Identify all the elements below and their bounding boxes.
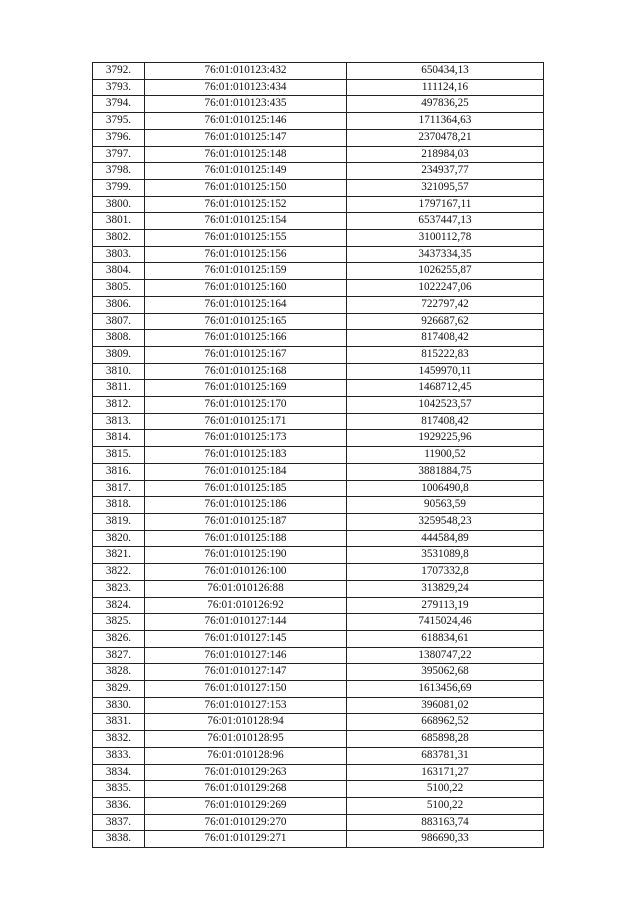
cadastral-number-cell: 76:01:010127:145 (145, 630, 347, 647)
cadastral-number-cell: 76:01:010125:190 (145, 547, 347, 564)
row-number-cell: 3799. (93, 179, 145, 196)
cadastral-number-cell: 76:01:010125:160 (145, 280, 347, 297)
row-number-cell: 3802. (93, 230, 145, 247)
table-row (93, 413, 544, 430)
value-cell: 2370478,21 (347, 129, 544, 146)
cadastral-number-cell: 76:01:010129:270 (145, 814, 347, 831)
cadastral-number-cell: 76:01:010125:146 (145, 113, 347, 130)
cadastral-number-cell: 76:01:010125:150 (145, 179, 347, 196)
value-cell: 685898,28 (347, 731, 544, 748)
cadastral-number-cell: 76:01:010125:165 (145, 313, 347, 330)
row-number-cell: 3803. (93, 246, 145, 263)
cadastral-number-cell: 76:01:010129:271 (145, 831, 347, 848)
value-cell: 396081,02 (347, 697, 544, 714)
cadastral-number-cell: 76:01:010128:96 (145, 747, 347, 764)
row-number-cell: 3817. (93, 480, 145, 497)
table-row (93, 530, 544, 547)
cadastral-number-cell: 76:01:010125:186 (145, 497, 347, 514)
cadastral-number-cell: 76:01:010129:263 (145, 764, 347, 781)
row-number-cell: 3818. (93, 497, 145, 514)
value-cell: 986690,33 (347, 831, 544, 848)
value-cell: 1006490,8 (347, 480, 544, 497)
value-cell: 11900,52 (347, 447, 544, 464)
cadastral-number-cell: 76:01:010125:168 (145, 363, 347, 380)
row-number-cell: 3816. (93, 463, 145, 480)
cadastral-number-cell: 76:01:010127:147 (145, 664, 347, 681)
table-row (93, 280, 544, 297)
table-row (93, 831, 544, 848)
value-cell: 883163,74 (347, 814, 544, 831)
value-cell: 650434,13 (347, 63, 544, 80)
table-row (93, 447, 544, 464)
row-number-cell: 3823. (93, 580, 145, 597)
value-cell: 395062,68 (347, 664, 544, 681)
value-cell: 926687,62 (347, 313, 544, 330)
cadastral-number-cell: 76:01:010125:184 (145, 463, 347, 480)
value-cell: 1026255,87 (347, 263, 544, 280)
cadastral-number-cell: 76:01:010128:94 (145, 714, 347, 731)
cadastral-number-cell: 76:01:010125:171 (145, 413, 347, 430)
cadastral-number-cell: 76:01:010123:432 (145, 63, 347, 80)
row-number-cell: 3822. (93, 564, 145, 581)
row-number-cell: 3838. (93, 831, 145, 848)
table-row (93, 814, 544, 831)
table-row (93, 330, 544, 347)
row-number-cell: 3792. (93, 63, 145, 80)
table-row (93, 747, 544, 764)
row-number-cell: 3824. (93, 597, 145, 614)
value-cell: 313829,24 (347, 580, 544, 597)
value-cell: 817408,42 (347, 413, 544, 430)
row-number-cell: 3808. (93, 330, 145, 347)
table-row (93, 580, 544, 597)
table-row (93, 113, 544, 130)
cadastral-number-cell: 76:01:010125:166 (145, 330, 347, 347)
cadastral-number-cell: 76:01:010127:144 (145, 614, 347, 631)
value-cell: 111124,16 (347, 79, 544, 96)
table-row (93, 714, 544, 731)
table-row (93, 614, 544, 631)
cadastral-number-cell: 76:01:010125:152 (145, 196, 347, 213)
row-number-cell: 3837. (93, 814, 145, 831)
value-cell: 722797,42 (347, 296, 544, 313)
table-row (93, 346, 544, 363)
value-cell: 90563,59 (347, 497, 544, 514)
value-cell: 3100112,78 (347, 230, 544, 247)
row-number-cell: 3812. (93, 397, 145, 414)
cadastral-number-cell: 76:01:010127:146 (145, 647, 347, 664)
row-number-cell: 3825. (93, 614, 145, 631)
row-number-cell: 3832. (93, 731, 145, 748)
table-row (93, 246, 544, 263)
value-cell: 1707332,8 (347, 564, 544, 581)
row-number-cell: 3798. (93, 163, 145, 180)
row-number-cell: 3810. (93, 363, 145, 380)
cadastral-number-cell: 76:01:010123:435 (145, 96, 347, 113)
table-row (93, 764, 544, 781)
table-row (93, 263, 544, 280)
row-number-cell: 3794. (93, 96, 145, 113)
value-cell: 3881884,75 (347, 463, 544, 480)
table-row (93, 380, 544, 397)
cadastral-number-cell: 76:01:010127:150 (145, 681, 347, 698)
table-row (93, 213, 544, 230)
row-number-cell: 3835. (93, 781, 145, 798)
row-number-cell: 3826. (93, 630, 145, 647)
table-row (93, 664, 544, 681)
value-cell: 817408,42 (347, 330, 544, 347)
cadastral-number-cell: 76:01:010125:167 (145, 346, 347, 363)
table-row (93, 513, 544, 530)
cadastral-number-cell: 76:01:010125:169 (145, 380, 347, 397)
value-cell: 683781,31 (347, 747, 544, 764)
cadastral-number-cell: 76:01:010123:434 (145, 79, 347, 96)
row-number-cell: 3807. (93, 313, 145, 330)
cadastral-number-cell: 76:01:010129:269 (145, 797, 347, 814)
table-row (93, 179, 544, 196)
cadastral-number-cell: 76:01:010125:156 (145, 246, 347, 263)
cadastral-number-cell: 76:01:010125:149 (145, 163, 347, 180)
table-row (93, 480, 544, 497)
cadastral-number-cell: 76:01:010125:159 (145, 263, 347, 280)
row-number-cell: 3793. (93, 79, 145, 96)
cadastral-value-table (92, 62, 544, 848)
table-row (93, 129, 544, 146)
value-cell: 1459970,11 (347, 363, 544, 380)
cadastral-number-cell: 76:01:010126:100 (145, 564, 347, 581)
table-row (93, 547, 544, 564)
cadastral-number-cell: 76:01:010125:170 (145, 397, 347, 414)
value-cell: 3259548,23 (347, 513, 544, 530)
table-row (93, 63, 544, 80)
row-number-cell: 3830. (93, 697, 145, 714)
table-row (93, 196, 544, 213)
cadastral-number-cell: 76:01:010125:173 (145, 430, 347, 447)
table-row (93, 230, 544, 247)
value-cell: 7415024,46 (347, 614, 544, 631)
value-cell: 1797167,11 (347, 196, 544, 213)
value-cell: 5100,22 (347, 797, 544, 814)
value-cell: 1380747,22 (347, 647, 544, 664)
value-cell: 321095,57 (347, 179, 544, 196)
cadastral-number-cell: 76:01:010125:188 (145, 530, 347, 547)
table-row (93, 397, 544, 414)
table-row (93, 564, 544, 581)
table-body (93, 63, 544, 848)
value-cell: 444584,89 (347, 530, 544, 547)
row-number-cell: 3819. (93, 513, 145, 530)
row-number-cell: 3809. (93, 346, 145, 363)
table-row (93, 731, 544, 748)
value-cell: 3437334,35 (347, 246, 544, 263)
value-cell: 1711364,63 (347, 113, 544, 130)
row-number-cell: 3801. (93, 213, 145, 230)
row-number-cell: 3795. (93, 113, 145, 130)
table-row (93, 296, 544, 313)
value-cell: 815222,83 (347, 346, 544, 363)
value-cell: 234937,77 (347, 163, 544, 180)
row-number-cell: 3829. (93, 681, 145, 698)
value-cell: 1042523,57 (347, 397, 544, 414)
cadastral-number-cell: 76:01:010128:95 (145, 731, 347, 748)
row-number-cell: 3815. (93, 447, 145, 464)
value-cell: 1929225,96 (347, 430, 544, 447)
value-cell: 1022247,06 (347, 280, 544, 297)
row-number-cell: 3833. (93, 747, 145, 764)
cadastral-number-cell: 76:01:010127:153 (145, 697, 347, 714)
row-number-cell: 3796. (93, 129, 145, 146)
table-row (93, 463, 544, 480)
table-row (93, 497, 544, 514)
cadastral-number-cell: 76:01:010125:147 (145, 129, 347, 146)
cadastral-number-cell: 76:01:010125:154 (145, 213, 347, 230)
value-cell: 6537447,13 (347, 213, 544, 230)
row-number-cell: 3836. (93, 797, 145, 814)
table-row (93, 96, 544, 113)
cadastral-number-cell: 76:01:010125:187 (145, 513, 347, 530)
table-row (93, 797, 544, 814)
value-cell: 218984,03 (347, 146, 544, 163)
row-number-cell: 3806. (93, 296, 145, 313)
row-number-cell: 3811. (93, 380, 145, 397)
cadastral-number-cell: 76:01:010126:92 (145, 597, 347, 614)
table-row (93, 647, 544, 664)
table-row (93, 313, 544, 330)
cadastral-number-cell: 76:01:010125:155 (145, 230, 347, 247)
row-number-cell: 3828. (93, 664, 145, 681)
value-cell: 5100,22 (347, 781, 544, 798)
row-number-cell: 3805. (93, 280, 145, 297)
row-number-cell: 3814. (93, 430, 145, 447)
row-number-cell: 3813. (93, 413, 145, 430)
table-row (93, 781, 544, 798)
table-row (93, 79, 544, 96)
value-cell: 618834,61 (347, 630, 544, 647)
value-cell: 279113,19 (347, 597, 544, 614)
cadastral-number-cell: 76:01:010125:148 (145, 146, 347, 163)
table-row (93, 597, 544, 614)
cadastral-number-cell: 76:01:010125:185 (145, 480, 347, 497)
row-number-cell: 3820. (93, 530, 145, 547)
value-cell: 668962,52 (347, 714, 544, 731)
table-row (93, 630, 544, 647)
row-number-cell: 3827. (93, 647, 145, 664)
value-cell: 163171,27 (347, 764, 544, 781)
cadastral-number-cell: 76:01:010129:268 (145, 781, 347, 798)
value-cell: 1613456,69 (347, 681, 544, 698)
row-number-cell: 3797. (93, 146, 145, 163)
table-row (93, 681, 544, 698)
table-row (93, 163, 544, 180)
row-number-cell: 3834. (93, 764, 145, 781)
row-number-cell: 3821. (93, 547, 145, 564)
row-number-cell: 3800. (93, 196, 145, 213)
table-row (93, 697, 544, 714)
table-row (93, 430, 544, 447)
value-cell: 3531089,8 (347, 547, 544, 564)
cadastral-number-cell: 76:01:010125:164 (145, 296, 347, 313)
row-number-cell: 3831. (93, 714, 145, 731)
table-row (93, 146, 544, 163)
value-cell: 497836,25 (347, 96, 544, 113)
value-cell: 1468712,45 (347, 380, 544, 397)
cadastral-number-cell: 76:01:010126:88 (145, 580, 347, 597)
row-number-cell: 3804. (93, 263, 145, 280)
cadastral-number-cell: 76:01:010125:183 (145, 447, 347, 464)
table-row (93, 363, 544, 380)
